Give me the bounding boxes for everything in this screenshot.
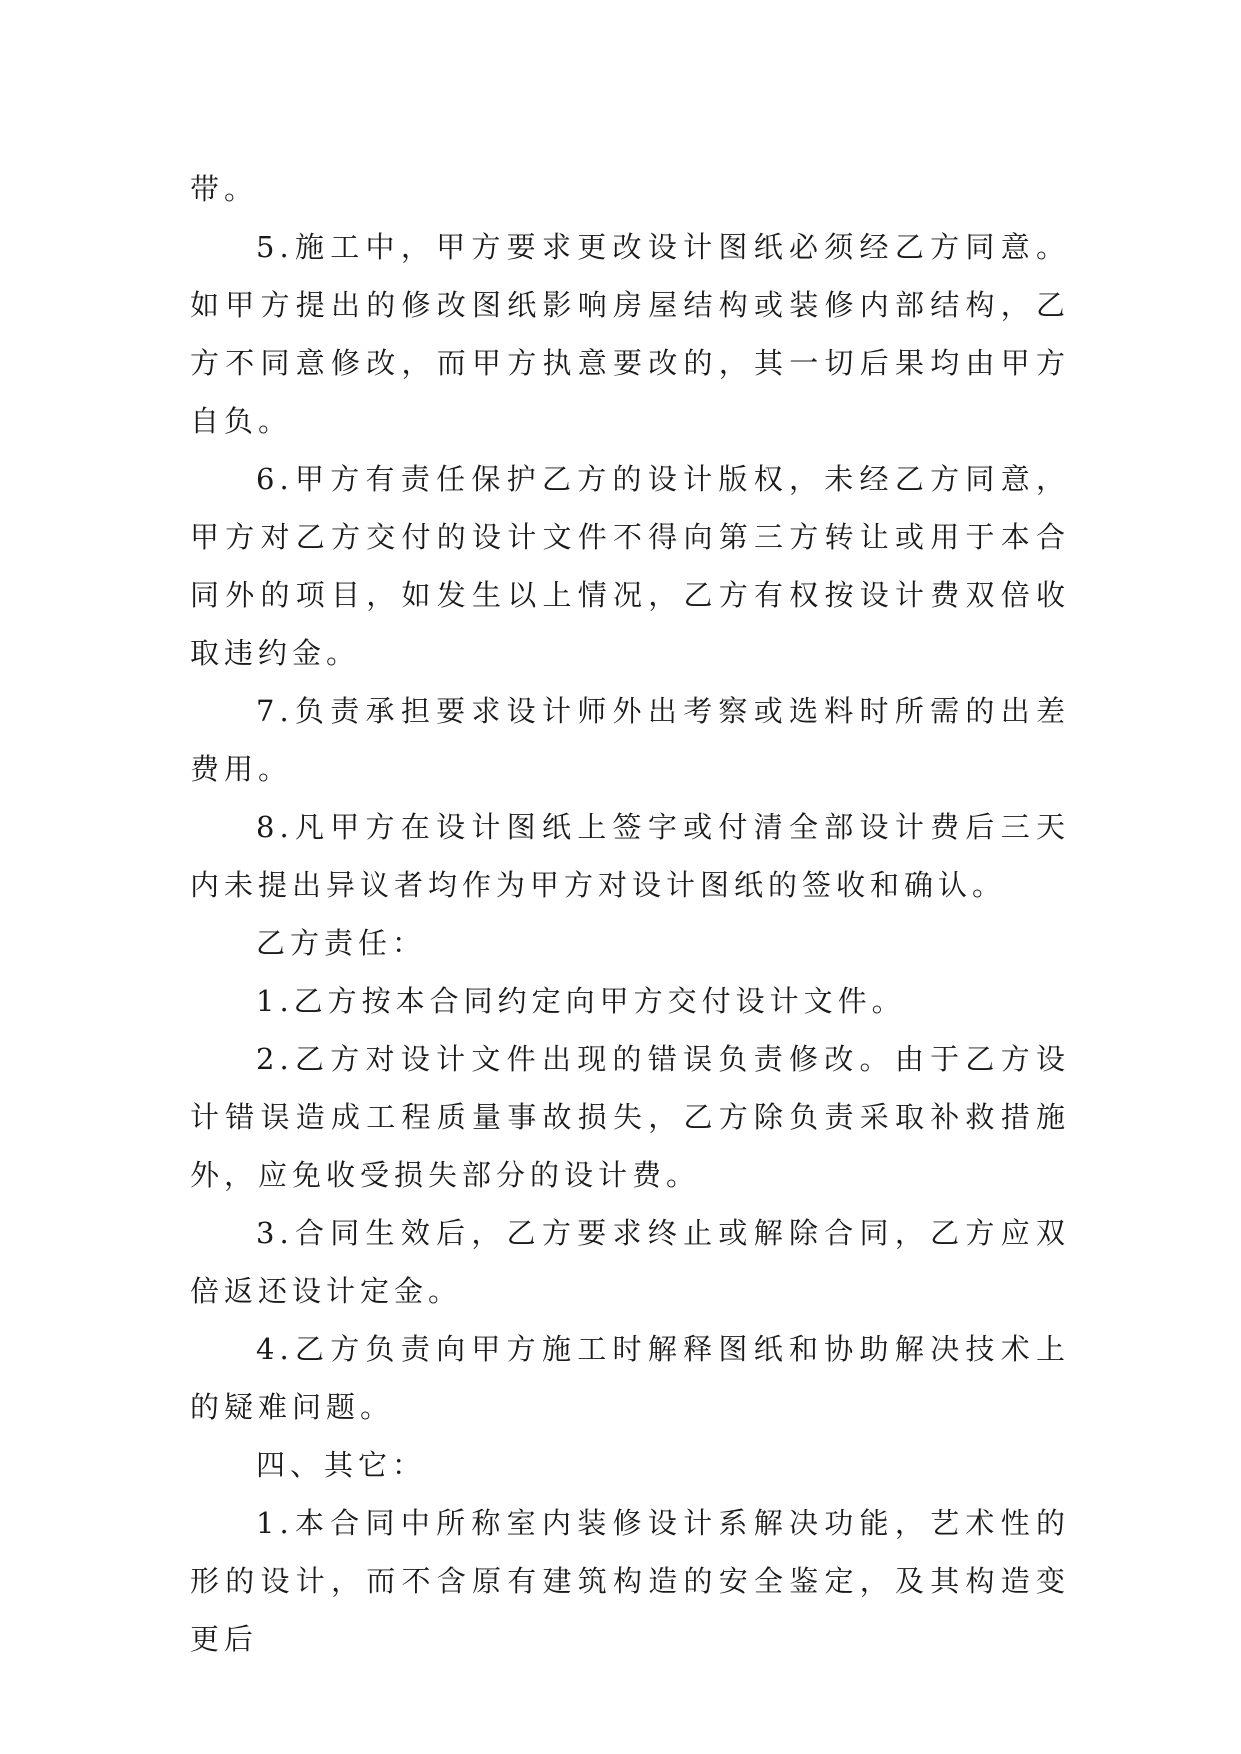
- section-heading-other: 四、其它：: [256, 1448, 427, 1482]
- paragraph-clause-8: 8.凡甲方在设计图纸上签字或付清全部设计费后三天内未提出异议者均作为甲方对设计图纸的签收和确认。: [190, 810, 1070, 902]
- document-body: [190, 160, 1070, 1668]
- paragraph-party-b-2: 2.乙方对设计文件出现的错误负责修改。由于乙方设计错误造成工程质量事故损失，乙方除负责采取补救措施外，应免收受损失部分的设计费。: [190, 1042, 1070, 1192]
- paragraph-continuation: 带。: [190, 172, 259, 206]
- paragraph-clause-7: 7.负责承担要求设计师外出考察或选料时所需的出差费用。: [190, 694, 1070, 786]
- paragraph-party-b-1: 1.乙方按本合同约定向甲方交付设计文件。: [256, 984, 906, 1018]
- paragraph-party-b-3: 3.合同生效后，乙方要求终止或解除合同，乙方应双倍返还设计定金。: [190, 1216, 1070, 1308]
- paragraph-party-b-4: 4.乙方负责向甲方施工时解释图纸和协助解决技术上的疑难问题。: [190, 1332, 1070, 1424]
- paragraph-clause-6: 6.甲方有责任保护乙方的设计版权，未经乙方同意，甲方对乙方交付的设计文件不得向第三方转让或用于本合同外的项目，如发生以上情况，乙方有权按设计费双倍收取违约金。: [190, 462, 1070, 670]
- paragraph-other-1: 1.本合同中所称室内装修设计系解决功能，艺术性的形的设计，而不含原有建筑构造的安全鉴定，及其构造变更后: [190, 1506, 1070, 1656]
- paragraph-clause-5: 5.施工中，甲方要求更改设计图纸必须经乙方同意。如甲方提出的修改图纸影响房屋结构或装修内部结构，乙方不同意修改，而甲方执意要改的，其一切后果均由甲方自负。: [190, 230, 1070, 438]
- section-heading-party-b: 乙方责任：: [256, 926, 427, 960]
